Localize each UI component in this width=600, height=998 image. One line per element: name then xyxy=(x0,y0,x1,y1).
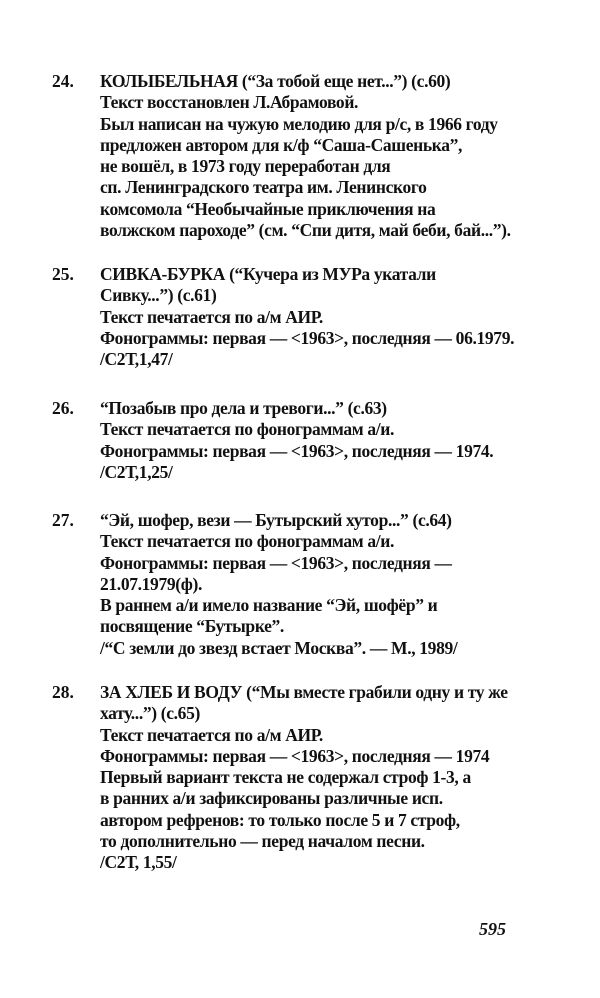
entry-text-line: предложен автором для к/ф “Саша-Сашенька”, xyxy=(100,134,463,155)
entry-text xyxy=(100,71,575,241)
entry-number: 24. xyxy=(52,71,74,91)
entry-text-line: Текст печатается по фонограммам а/и. xyxy=(100,419,395,440)
entry-text-line: не вошёл, в 1973 году переработан для xyxy=(100,156,391,177)
entry-number: 25. xyxy=(52,264,74,284)
entry-text xyxy=(100,264,575,370)
entry-text-line: /С2Т, 1,55/ xyxy=(100,852,177,873)
entry-number: 28. xyxy=(52,682,74,702)
entry-text-line: Был написан на чужую мелодию для р/с, в 1966 году xyxy=(100,113,498,134)
entry-text-line: Текст восстановлен Л.Абрамовой. xyxy=(100,92,359,113)
entry-text-line: посвящение “Бутырке”. xyxy=(100,616,284,637)
entry-text-line: Фонограммы: первая — <1963>, последняя — 1974. xyxy=(100,440,494,461)
entry-text xyxy=(100,510,575,659)
entry-text-line: Фонограммы: первая — <1963>, последняя — 06.1979. xyxy=(100,327,515,348)
entry-text-line: автором рефренов: то только после 5 и 7 строф, xyxy=(100,809,460,830)
entry-text xyxy=(100,682,575,874)
entry-text-line: Фонограммы: первая — <1963>, последняя — xyxy=(100,552,452,573)
entry-text-line: 21.07.1979(ф). xyxy=(100,573,202,594)
entry-text-line: В раннем а/и имело название “Эй, шофёр” и xyxy=(100,595,438,616)
entry-title-line: КОЛЫБЕЛЬНАЯ (“За тобой еще нет...”) (с.60) xyxy=(100,71,451,91)
entry-title-line: “Эй, шофер, вези — Бутырский хутор...” (с.64) xyxy=(100,510,452,530)
entry-text-line: Фонограммы: первая — <1963>, последняя — 1974 xyxy=(100,745,490,766)
entry-text-line: Сивку...”) (с.61) xyxy=(100,285,217,306)
entry-text-line: /С2Т,1,25/ xyxy=(100,461,173,482)
entry-number: 27. xyxy=(52,510,74,530)
entry-text-line: волжском пароходе” (см. “Спи дитя, май беби, бай...”). xyxy=(100,220,511,241)
entry-text-line: Текст печатается по а/м АИР. xyxy=(100,306,323,327)
entry-text-line: /С2Т,1,47/ xyxy=(100,349,173,370)
entry-title-line: “Позабыв про дела и тревоги...” (с.63) xyxy=(100,398,387,418)
entry-text-line: то дополнительно — перед началом песни. xyxy=(100,831,425,852)
entry-text xyxy=(100,398,575,483)
entry-text-line: Текст печатается по а/м АИР. xyxy=(100,724,323,745)
entry-number: 26. xyxy=(52,398,74,418)
entry-text-line: сп. Ленинградского театра им. Ленинского xyxy=(100,177,427,198)
entry-text-line: хату...”) (с.65) xyxy=(100,703,200,724)
entry-title-line: ЗА ХЛЕБ И ВОДУ (“Мы вместе грабили одну и ту же xyxy=(100,682,508,702)
entry-text-line: в ранних а/и зафиксированы различные исп. xyxy=(100,788,443,809)
entry-text-line: комсомола “Необычайные приключения на xyxy=(100,198,436,219)
entry-text-line: /“С земли до звезд встает Москва”. — М., 1989/ xyxy=(100,637,458,658)
entry-text-line: Текст печатается по фонограммам а/и. xyxy=(100,531,395,552)
page-number: 595 xyxy=(479,919,506,939)
entry-title-line: СИВКА-БУРКА (“Кучера из МУРа укатали xyxy=(100,264,436,284)
entry-text-line: Первый вариант текста не содержал строф 1-3, а xyxy=(100,767,471,788)
